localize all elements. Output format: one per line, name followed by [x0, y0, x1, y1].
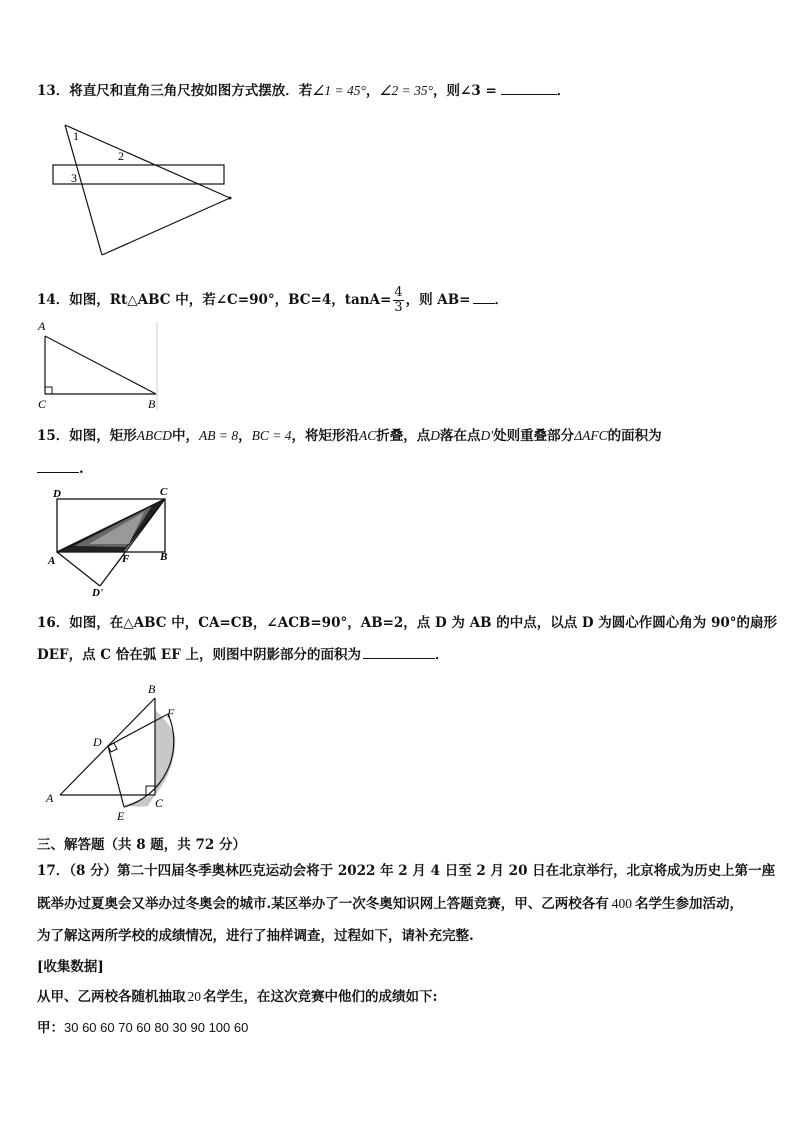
q16-end: ． [435, 647, 449, 663]
q15-label-D: D [53, 488, 61, 500]
q15-label-F: F [122, 553, 130, 565]
q16-figure [44, 680, 204, 825]
q15-end: . [79, 461, 84, 477]
q14-prefix: 14．如图，Rt△ABC 中，若∠C=90°，BC=4，tanA= [37, 292, 392, 308]
q15-bc: BC = 4 [251, 428, 292, 443]
q15-text-mid6: 的面积为 [607, 428, 662, 444]
q15-text-mid2: ，将矩形沿 [291, 428, 360, 444]
section-3-title: 三、解答题（共 8 题，共 72 分） [37, 837, 246, 853]
q14-answer-blank [473, 291, 495, 304]
q17-collect-title: [收集数据] [37, 959, 104, 975]
q15-ab: AB = 8 [199, 428, 239, 443]
q14-label-C: C [38, 397, 47, 411]
q13-angle1: ∠1 = 45° [312, 83, 366, 98]
q13-label-2: 2 [118, 149, 124, 163]
q14-label-A: A [38, 319, 46, 333]
q14-label-B: B [148, 397, 156, 411]
q15-sep: ， [238, 428, 252, 444]
q17-line3: 为了解这两所学校的成绩情况，进行了抽样调查，过程如下，请补充完整. [37, 928, 474, 944]
q17-count: 400 [611, 896, 632, 911]
q15-answer-blank [37, 460, 79, 473]
q17-line5 [37, 988, 437, 1006]
q13-text [37, 82, 570, 100]
q17-line1: 17．（8 分）第二十四届冬季奥林匹克运动会将于 2022 年 2 月 4 日至 2 月 20 日在北京举行，北京将成为历史上第一座 [37, 863, 776, 879]
q13-figure [50, 120, 240, 260]
q13-label-3: 3 [71, 171, 77, 185]
q17-school-a-score-list: 30 60 60 70 60 80 30 90 100 60 [64, 1020, 249, 1035]
q15-text-mid4: 落在点 [440, 428, 481, 444]
q13-sep: ， [365, 83, 380, 99]
q17-sample-size: 20 [187, 989, 201, 1004]
q13-prefix: 13．将直尺和直角三角尺按如图方式摆放．若 [37, 83, 313, 99]
q16-label-F: F [167, 706, 175, 720]
q14-frac-numerator: 4 [394, 285, 403, 300]
q15-dprime: D' [480, 428, 494, 443]
q15-prefix: 15．如图，矩形 [37, 428, 137, 444]
q15-label-A: A [48, 555, 56, 567]
q17-line5-text: 从甲、乙两校各随机抽取 [37, 989, 186, 1005]
q16-label-C: C [155, 796, 164, 810]
q15-label-Dprime: D' [92, 587, 103, 599]
q16-label-B: B [148, 682, 156, 696]
q13-angle2: ∠2 = 35° [379, 83, 434, 98]
q13-end: ． [556, 83, 571, 99]
q14-tan-fraction [393, 286, 403, 315]
q16-line2-text: DEF，点 C 恰在弧 EF 上，则图中阴影部分的面积为 [37, 647, 361, 663]
q14-suffix: ，则 AB= [405, 292, 471, 308]
q17-line2 [37, 895, 743, 913]
q16-line1: 16．如图，在△ABC 中，CA=CB，∠ACB=90°，AB=2，点 D 为 AB 的中点，以点 D 为圆心作圆心角为 90°的扇形 [37, 615, 778, 631]
q15-label-B: B [160, 551, 168, 563]
q14-figure [36, 318, 166, 413]
q17-line2-suffix: 名学生参加活动， [634, 896, 743, 912]
q13-suffix: ，则∠3 = [433, 83, 497, 99]
q16-label-A: A [46, 791, 54, 805]
q15-text [37, 427, 662, 445]
q17-line2-text: 既举办过夏奥会又举办过冬奥会的城市.某区举办了一次冬奥知识网上答题竞赛，甲、乙两校各有 [37, 896, 609, 912]
q14-end: ． [494, 292, 508, 308]
q16-answer-blank [363, 646, 435, 659]
q15-triangle: ΔAFC [574, 428, 608, 443]
q17-line5-suffix: 名学生，在这次竞赛中他们的成绩如下: [203, 989, 438, 1005]
q17-school-a-scores [37, 1019, 248, 1037]
q14-text [37, 286, 508, 315]
q13-answer-blank [501, 82, 557, 95]
q15-figure [44, 484, 174, 599]
q16-label-E: E [117, 809, 125, 823]
q16-line2 [37, 646, 449, 664]
q15-text-mid5: 处则重叠部分 [493, 428, 575, 444]
q15-label-C: C [160, 486, 168, 498]
q13-label-1: 1 [73, 129, 79, 143]
q16-label-D: D [93, 735, 102, 749]
q15-rect: ABCD [136, 428, 173, 443]
q15-text-mid1: 中， [172, 428, 200, 444]
q14-frac-denominator: 3 [394, 300, 403, 315]
q17-school-a-label: 甲： [37, 1020, 64, 1036]
q15-text-mid3: 折叠，点 [376, 428, 431, 444]
q15-d: D [430, 428, 441, 443]
q15-ac: AC [359, 428, 377, 443]
q15-text-line2 [37, 460, 84, 478]
